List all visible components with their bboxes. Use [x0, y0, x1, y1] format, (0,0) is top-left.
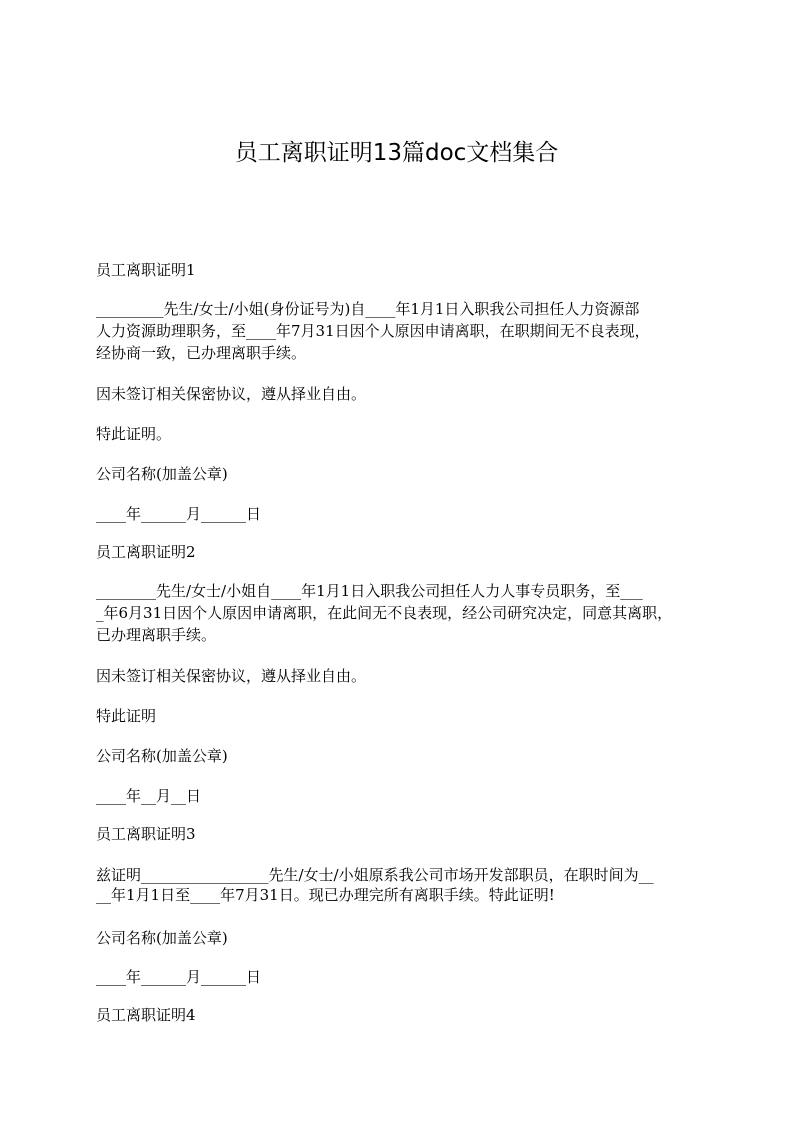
section-1-confidentiality: 因未签订相关保密协议，遵从择业自由。: [96, 385, 367, 403]
section-2-certify: 特此证明: [96, 707, 157, 725]
section-1-certify: 特此证明。: [96, 425, 172, 443]
document-title: 员工离职证明13篇doc文档集合: [234, 140, 559, 166]
section-2-company: 公司名称(加盖公章): [96, 747, 228, 765]
year-blank: ____: [365, 300, 396, 318]
section-1-company: 公司名称(加盖公章): [96, 465, 228, 483]
section-2-confidentiality: 因未签订相关保密协议，遵从择业自由。: [96, 667, 367, 685]
section-2-line-1: ________先生/女士/小姐自____年1月1日入职我公司担任人力人事专员职务，至___: [96, 582, 643, 600]
name-blank: _________: [96, 300, 164, 318]
section-2-heading: 员工离职证明2: [96, 543, 196, 561]
section-2-line-2: _年6月31日因个人原因申请离职，在此间无不良表现，经公司研究决定，同意其离职，: [96, 604, 673, 622]
section-3-heading: 员工离职证明3: [96, 825, 196, 843]
section-3-line-2: __年1月1日至____年7月31日。现已办理完所有离职手续。特此证明!: [96, 886, 555, 904]
section-1-line-2: 人力资源助理职务，至____年7月31日因个人原因申请离职，在职期间无不良表现，: [96, 322, 650, 340]
section-1-heading: 员工离职证明1: [96, 261, 196, 279]
section-4-heading: 员工离职证明4: [96, 1006, 196, 1024]
section-3-date: ____年______月______日: [96, 968, 262, 986]
section-2-date: ____年__月__日: [96, 787, 202, 805]
year-blank: ____: [246, 322, 277, 340]
section-2-line-3: 已办理离职手续。: [96, 626, 217, 644]
section-3-line-1: 兹证明_________________先生/女士/小姐原系我公司市场开发部职员，在职时间为__: [96, 866, 654, 884]
section-1-date: ____年______月______日: [96, 505, 262, 523]
section-3-company: 公司名称(加盖公章): [96, 929, 228, 947]
section-1-line-3: 经协商一致，已办理离职手续。: [96, 344, 307, 362]
section-1-line-1: _________先生/女士/小姐(身份证号为)自____年1月1日入职我公司担任人力资源部: [96, 300, 640, 318]
